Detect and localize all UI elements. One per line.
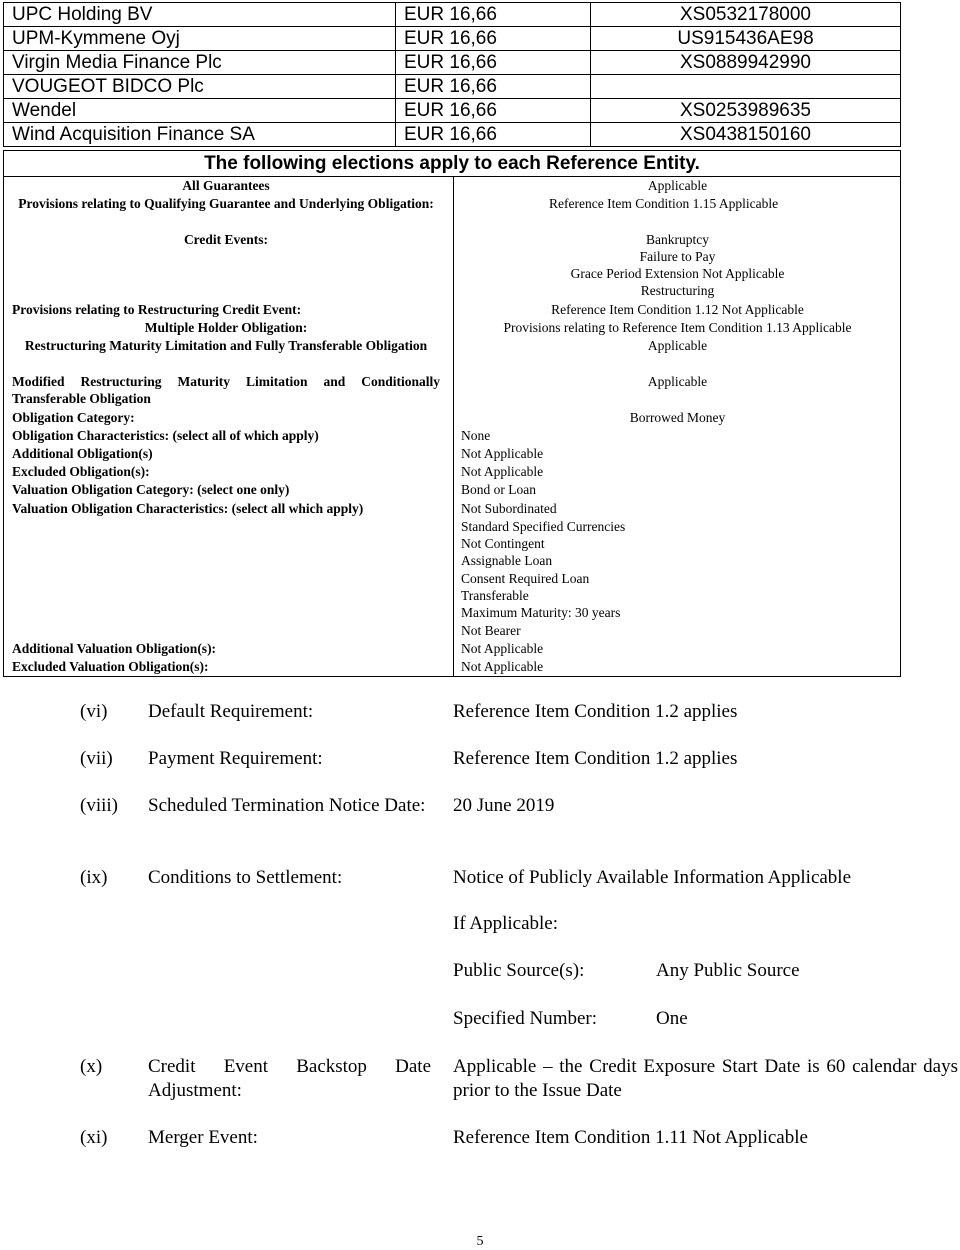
specified-number-value: One xyxy=(656,1008,688,1029)
restructuring-provisions-value: Reference Item Condition 1.12 Not Applicable xyxy=(551,302,804,317)
excluded-obligations-label: Excluded Obligation(s): xyxy=(12,464,150,479)
restructuring-provisions-label: Provisions relating to Restructuring Credit Event: xyxy=(12,302,302,317)
item-value: Reference Item Condition 1.2 applies xyxy=(453,701,738,722)
valuation-category-label: Valuation Obligation Category: (select one only) xyxy=(12,482,290,497)
obligation-category-value: Borrowed Money xyxy=(629,410,726,425)
additional-obligations-label: Additional Obligation(s) xyxy=(12,446,153,461)
item-value: Reference Item Condition 1.11 Not Applicable xyxy=(453,1127,808,1148)
modified-restructuring-value: Applicable xyxy=(647,374,708,389)
valuation-characteristic-item: Transferable xyxy=(461,588,529,603)
entity-reference-obligation: XS0889942990 xyxy=(591,51,901,75)
credit-event-item: Restructuring xyxy=(640,283,715,298)
entity-weighting: EUR 16,66 xyxy=(396,27,591,51)
entity-name: Wind Acquisition Finance SA xyxy=(4,123,396,147)
table-row xyxy=(4,27,901,51)
item-number: (ix) xyxy=(80,867,108,888)
item-label: Merger Event: xyxy=(148,1127,258,1148)
table-row xyxy=(4,123,901,147)
obligation-characteristics-label: Obligation Characteristics: (select all of which apply) xyxy=(12,428,319,443)
item-label: Scheduled Termination Notice Date: xyxy=(148,795,426,816)
valuation-characteristics-label: Valuation Obligation Characteristics: (select all which apply) xyxy=(12,501,364,516)
item-number: (viii) xyxy=(80,795,118,816)
all-guarantees-value: Applicable xyxy=(647,178,708,193)
item-value: Reference Item Condition 1.2 applies xyxy=(453,748,738,769)
excluded-obligations-value: Not Applicable xyxy=(461,464,544,479)
public-source-value: Any Public Source xyxy=(656,960,800,981)
entity-reference-obligation: US915436AE98 xyxy=(591,27,901,51)
item-label: Credit Event Backstop Date Adjustment: xyxy=(148,1056,431,1101)
table-row xyxy=(4,75,901,99)
entity-name: VOUGEOT BIDCO Plc xyxy=(4,75,396,99)
entity-name: UPC Holding BV xyxy=(4,3,396,27)
valuation-characteristic-item: Standard Specified Currencies xyxy=(461,519,626,534)
additional-obligations-value: Not Applicable xyxy=(461,446,544,461)
entity-reference-obligation: XS0438150160 xyxy=(591,123,901,147)
restructuring-maturity-value: Applicable xyxy=(647,338,708,353)
item-label: Default Requirement: xyxy=(148,701,314,722)
item-value: 20 June 2019 xyxy=(453,795,555,816)
excluded-valuation-value: Not Applicable xyxy=(461,659,544,674)
elections-title: The following elections apply to each Reference Entity. xyxy=(204,153,700,174)
item-value: Applicable – the Credit Exposure Start Date is 60 calendar days prior to the Issue Date xyxy=(453,1056,958,1101)
entity-reference-obligation xyxy=(591,75,901,99)
public-source-label: Public Source(s): xyxy=(453,960,585,981)
elections-table xyxy=(3,150,901,677)
page-number: 5 xyxy=(476,1234,484,1249)
valuation-characteristic-item: Not Subordinated xyxy=(461,501,557,516)
additional-valuation-label: Additional Valuation Obligation(s): xyxy=(12,641,217,656)
additional-valuation-value: Not Applicable xyxy=(461,641,544,656)
entity-reference-obligation: XS0253989635 xyxy=(591,99,901,123)
valuation-characteristic-item: Not Contingent xyxy=(461,536,545,551)
entity-name: Wendel xyxy=(4,99,396,123)
entity-weighting: EUR 16,66 xyxy=(396,3,591,27)
item-value: Notice of Publicly Available Information Applicable xyxy=(453,867,852,888)
valuation-characteristic-item: Not Bearer xyxy=(461,623,521,638)
entity-reference-obligation: XS0532178000 xyxy=(591,3,901,27)
divider xyxy=(453,176,454,676)
valuation-category-value: Bond or Loan xyxy=(461,482,536,497)
qualifying-guarantee-label: Provisions relating to Qualifying Guarantee and Underlying Obligation: xyxy=(18,196,434,211)
qualifying-guarantee-value: Reference Item Condition 1.15 Applicable xyxy=(549,196,779,211)
entity-weighting: EUR 16,66 xyxy=(396,99,591,123)
credit-event-item: Grace Period Extension Not Applicable xyxy=(570,266,785,281)
item-number: (vi) xyxy=(80,701,108,722)
item-label: Payment Requirement: xyxy=(148,748,323,769)
entity-weighting: EUR 16,66 xyxy=(396,75,591,99)
valuation-characteristic-item: Assignable Loan xyxy=(461,553,553,568)
restructuring-maturity-label: Restructuring Maturity Limitation and Fully Transferable Obligation xyxy=(24,338,428,353)
obligation-characteristics-value: None xyxy=(461,428,491,443)
entity-weighting: EUR 16,66 xyxy=(396,51,591,75)
table-row xyxy=(4,99,901,123)
modified-restructuring-label: Modified Restructuring Maturity Limitation and Conditionally Transferable Obligation xyxy=(12,374,440,406)
obligation-category-label: Obligation Category: xyxy=(12,410,135,425)
multiple-holder-value: Provisions relating to Reference Item Condition 1.13 Applicable xyxy=(503,320,852,335)
credit-event-item: Failure to Pay xyxy=(639,249,716,264)
valuation-characteristic-item: Consent Required Loan xyxy=(461,571,590,586)
item-number: (xi) xyxy=(80,1127,108,1148)
if-applicable-label: If Applicable: xyxy=(453,913,558,934)
table-row xyxy=(4,3,901,27)
entity-name: UPM-Kymmene Oyj xyxy=(4,27,396,51)
item-number: (vii) xyxy=(80,748,113,769)
entity-name: Virgin Media Finance Plc xyxy=(4,51,396,75)
all-guarantees-label: All Guarantees xyxy=(182,178,270,193)
item-label: Conditions to Settlement: xyxy=(148,867,343,888)
multiple-holder-label: Multiple Holder Obligation: xyxy=(144,320,308,335)
credit-event-item: Bankruptcy xyxy=(646,232,709,247)
entity-weighting: EUR 16,66 xyxy=(396,123,591,147)
excluded-valuation-label: Excluded Valuation Obligation(s): xyxy=(12,659,209,674)
specified-number-label: Specified Number: xyxy=(453,1008,598,1029)
reference-entity-table xyxy=(3,2,901,147)
table-row xyxy=(4,51,901,75)
valuation-characteristic-item: Maximum Maturity: 30 years xyxy=(461,605,621,620)
credit-events-label: Credit Events: xyxy=(183,232,269,247)
item-number: (x) xyxy=(80,1056,103,1077)
